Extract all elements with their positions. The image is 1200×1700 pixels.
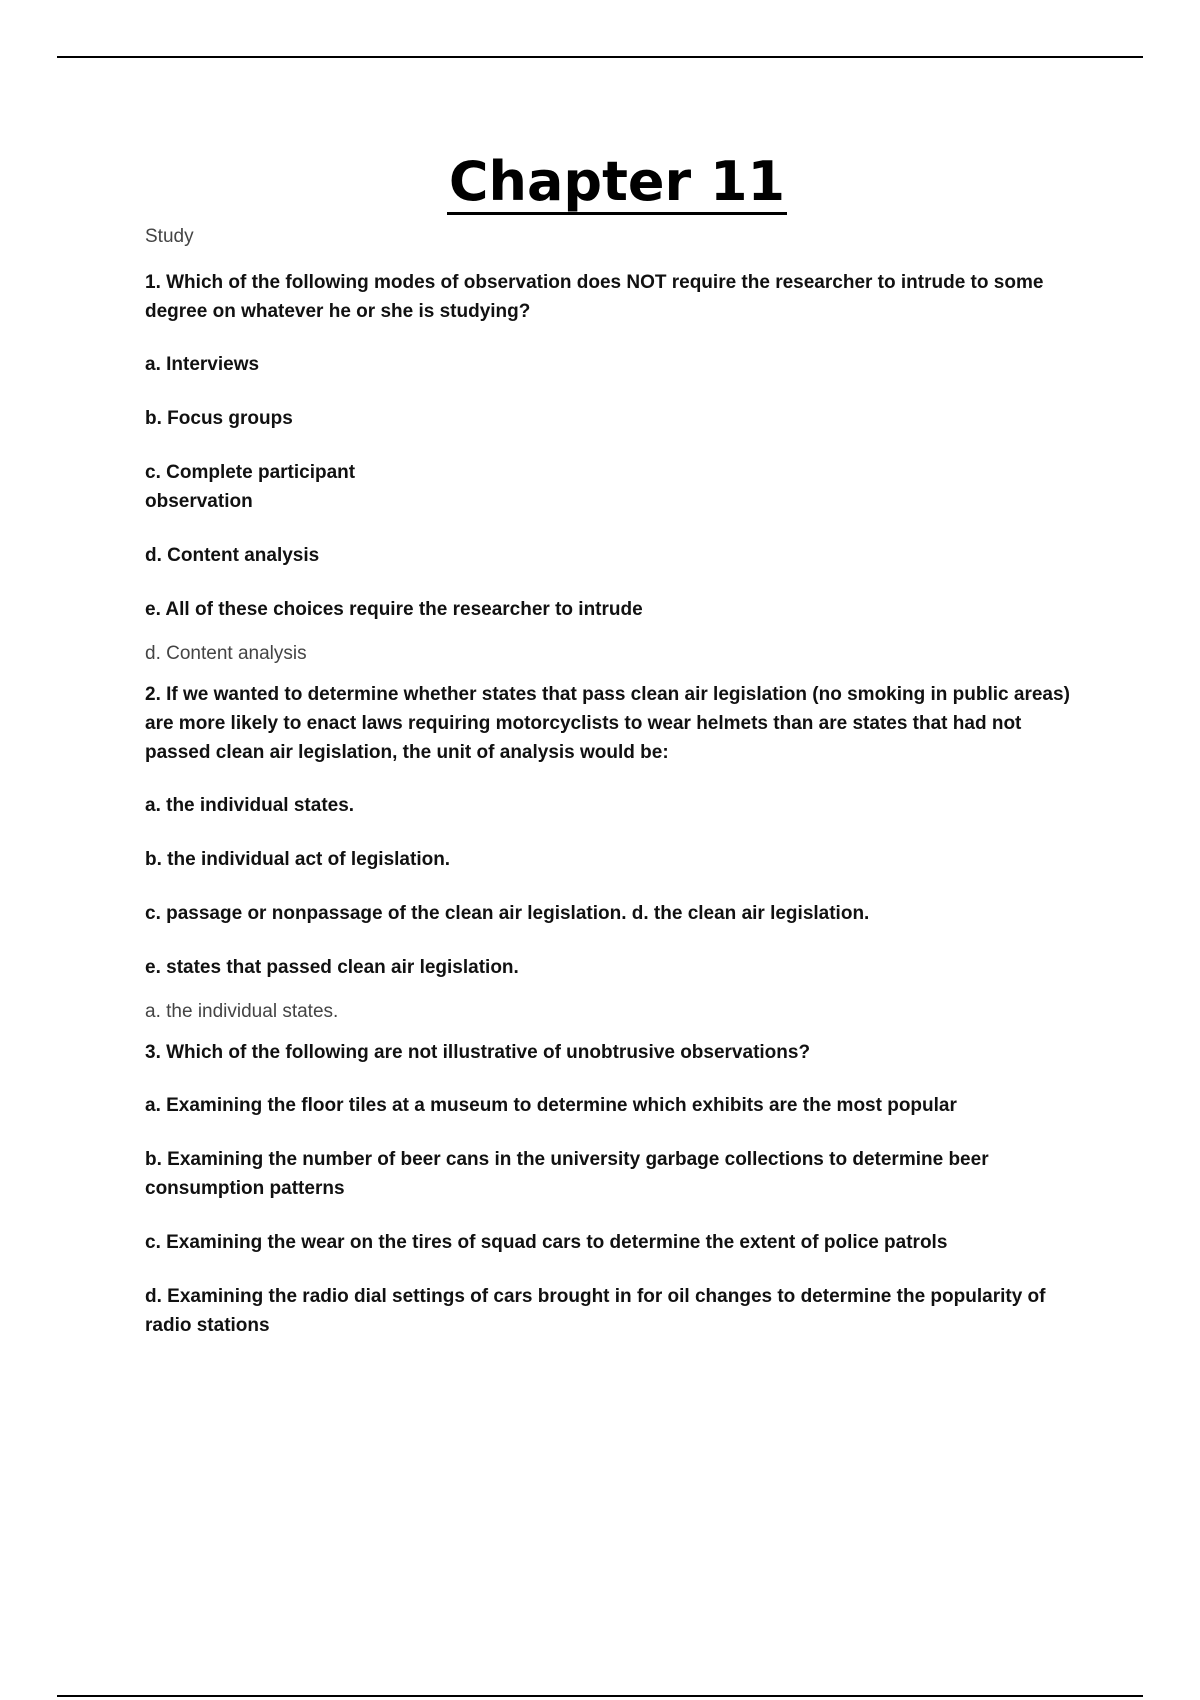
- question-block-1: [145, 268, 1075, 668]
- option-a: a. Interviews: [145, 354, 260, 375]
- question-block-3: [145, 1038, 1075, 1340]
- option-c: c. Examining the wear on the tires of squad cars to determine the extent of police patrols: [145, 1232, 948, 1253]
- option-c: c. passage or nonpassage of the clean air legislation. d. the clean air legislation.: [145, 903, 870, 924]
- answer-text: d. Content analysis: [145, 643, 307, 664]
- option-b: b. the individual act of legislation.: [145, 849, 451, 870]
- answer-text: a. the individual states.: [145, 1001, 339, 1022]
- top-rule: [57, 56, 1143, 58]
- question-text: 3. Which of the following are not illustrative of unobtrusive observations?: [145, 1042, 811, 1063]
- page-title-text: Chapter 11: [448, 150, 786, 213]
- option-b: b. Focus groups: [145, 408, 293, 429]
- page-title: [0, 150, 1200, 215]
- option-d: d. Content analysis: [145, 545, 320, 566]
- question-text: 1. Which of the following modes of observation does NOT require the researcher to intrude to some degree on whatever he or she is studying?: [145, 272, 1044, 322]
- document-body: [145, 222, 1075, 1365]
- question-text: 2. If we wanted to determine whether states that pass clean air legislation (no smoking in public areas) are more likely to enact laws requiring motorcyclists to wear helmets than are states that had not passed clean air legislation, the unit of analysis would be:: [145, 684, 1070, 763]
- option-c: c. Complete participant observation: [145, 462, 356, 512]
- option-a: a. the individual states.: [145, 795, 355, 816]
- option-a: a. Examining the floor tiles at a museum to determine which exhibits are the most popular: [145, 1095, 957, 1116]
- option-b: b. Examining the number of beer cans in the university garbage collections to determine beer consumption patterns: [145, 1149, 989, 1199]
- option-d: d. Examining the radio dial settings of cars brought in for oil changes to determine the popularity of radio stations: [145, 1286, 1046, 1336]
- subtitle: Study: [145, 226, 194, 247]
- option-e: e. All of these choices require the researcher to intrude: [145, 599, 643, 620]
- bottom-rule: [57, 1695, 1143, 1697]
- option-e: e. states that passed clean air legislation.: [145, 957, 519, 978]
- question-block-2: [145, 680, 1075, 1026]
